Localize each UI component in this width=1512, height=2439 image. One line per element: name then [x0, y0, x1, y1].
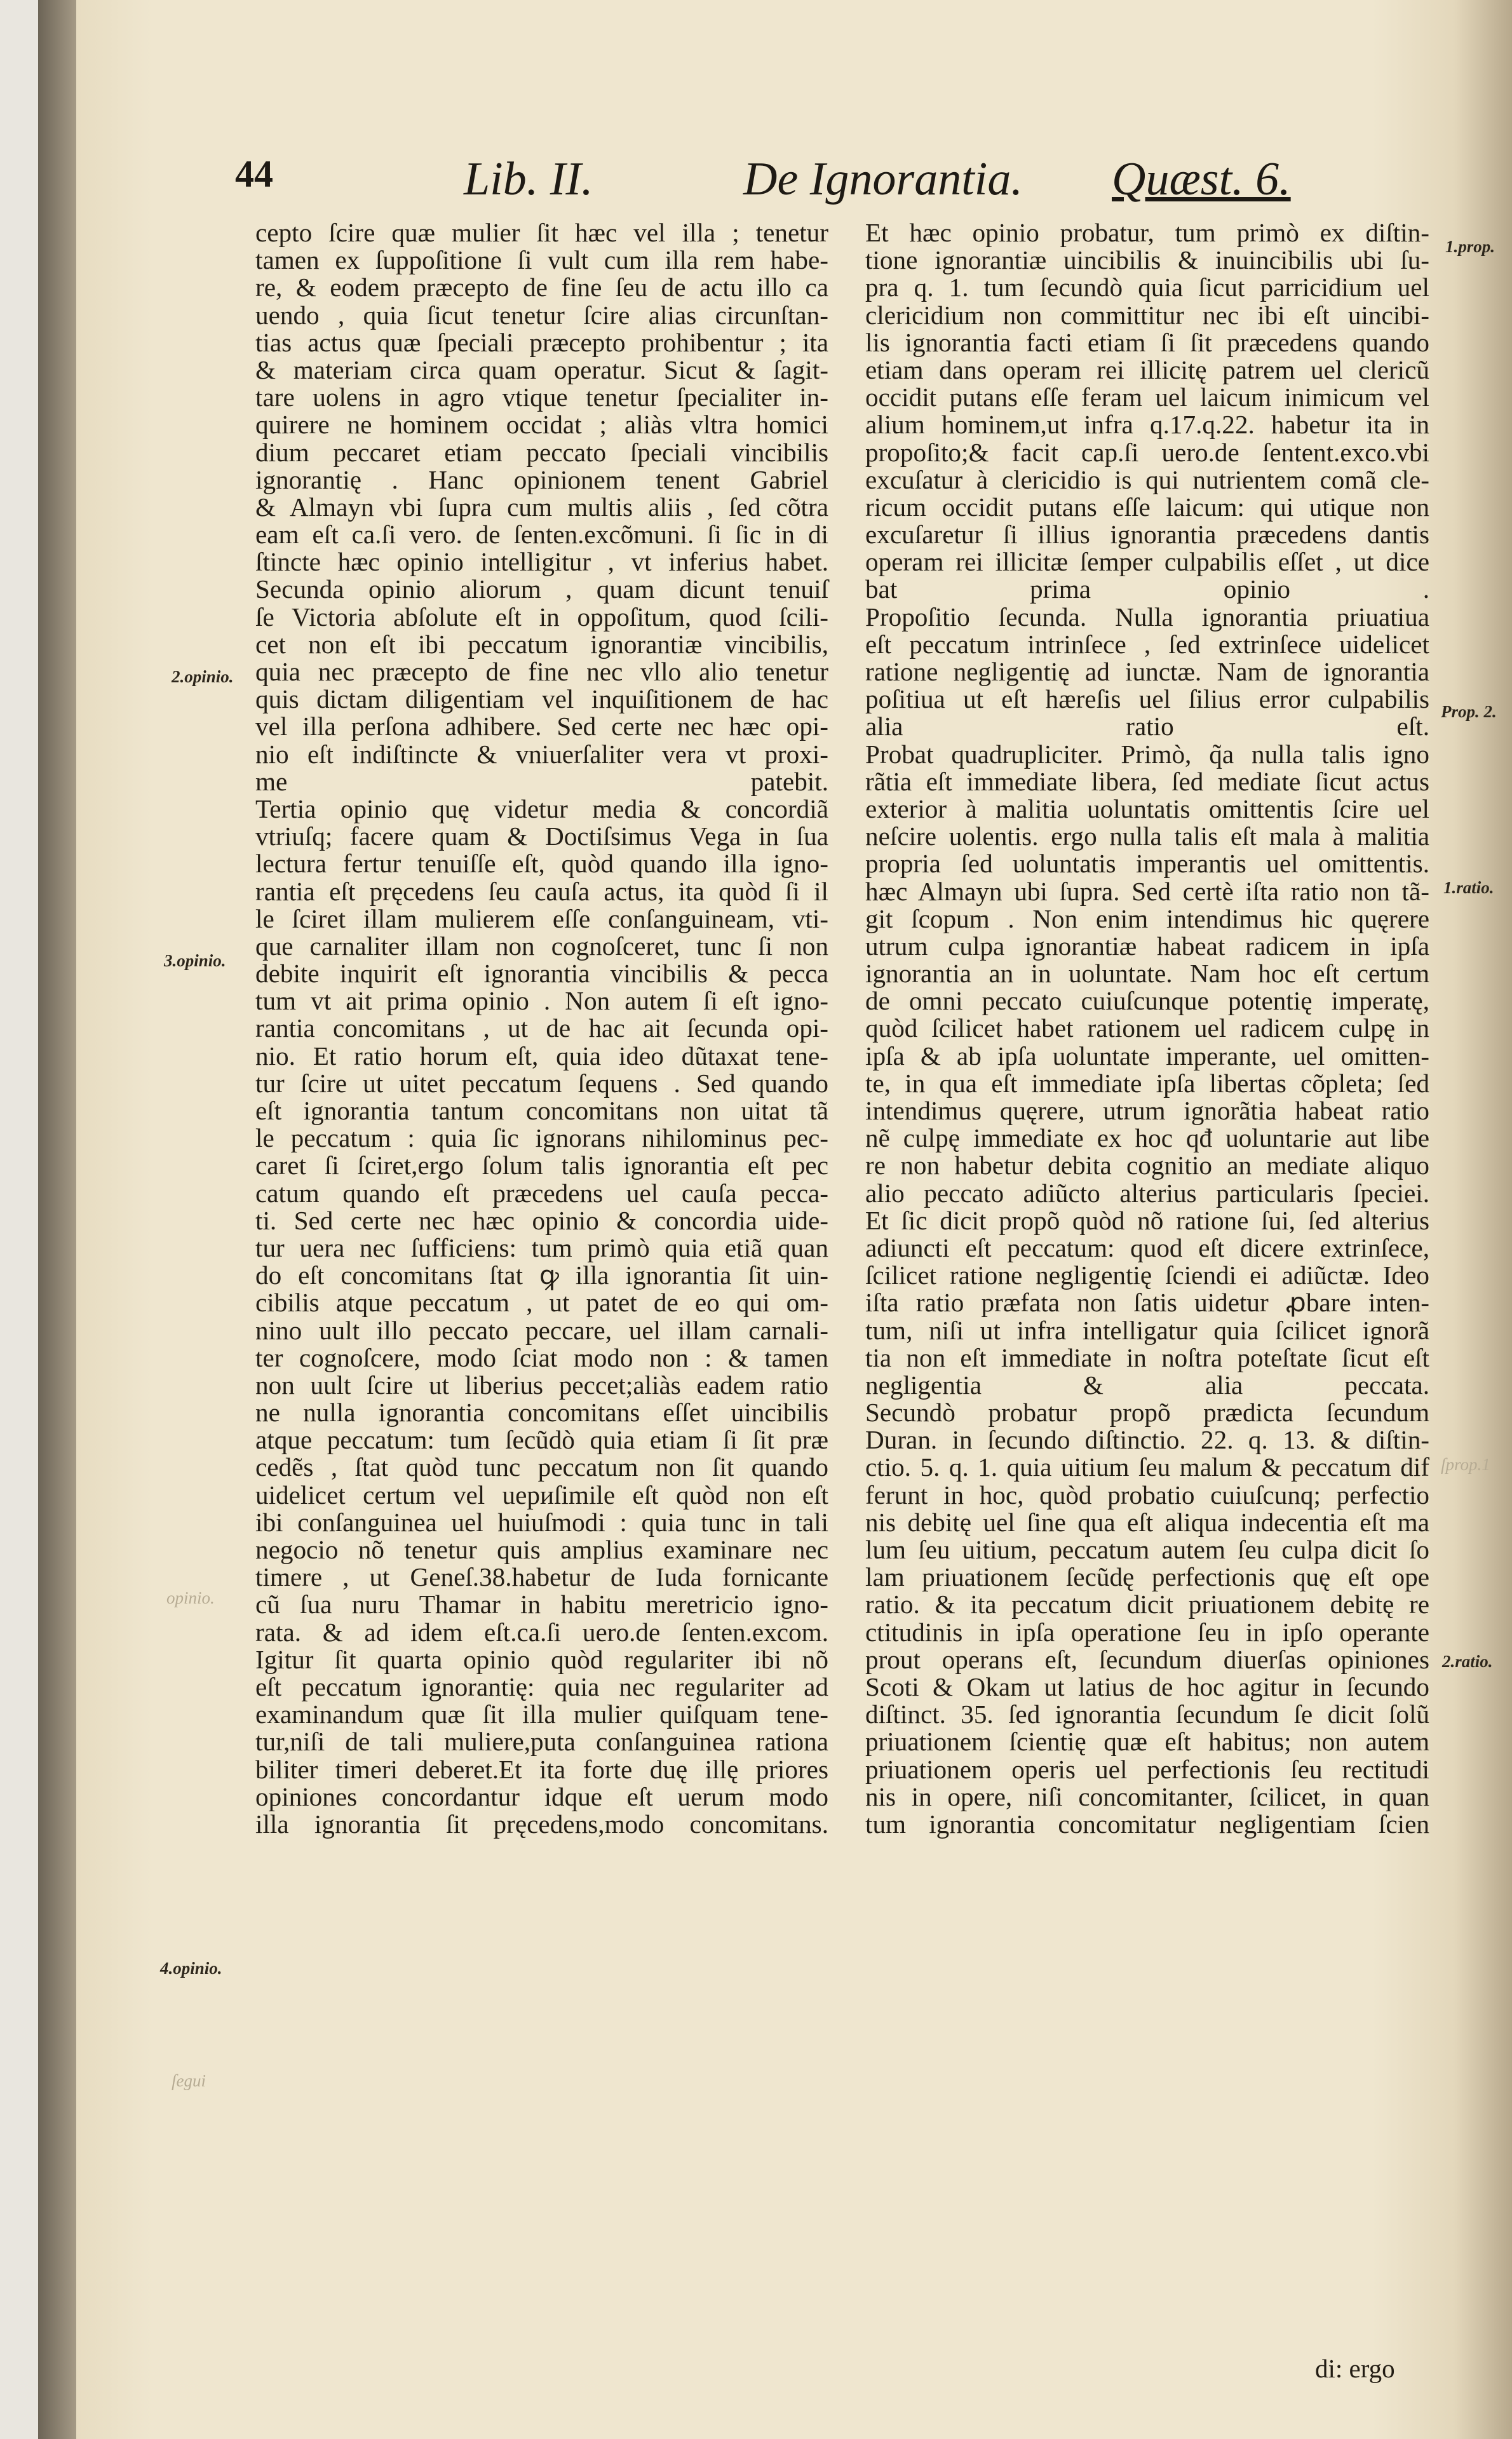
text-line: ter cognoſcere, modo ſciat modo non : & tamen	[255, 1342, 828, 1372]
text-line: re, & eodem præcepto de fine ſeu de actu illo ca	[255, 273, 828, 302]
text-line: que carnaliter illam non cognoſceret, tunc ſi non	[255, 931, 828, 961]
text-line: rata. & ad idem eſt.ca.ſi uero.de ſenten.excom.	[255, 1617, 828, 1647]
text-line: nis in opere, niſi concomitanter, ſcilicet, in quan	[865, 1781, 1429, 1811]
text-line: poſitiua ut eſt hæreſis uel ſilius error culpabilis	[865, 684, 1429, 714]
text-line: lam priuationem ſecũdę perfectionis quę eſt ope	[865, 1562, 1429, 1592]
text-line: do eſt concomitans ſtat ꝙ illa ignorantia ſit uin-	[255, 1260, 828, 1290]
text-line: Propoſitio ſecunda. Nulla ignorantia priuatiua	[865, 602, 1429, 632]
text-line: bat prima opinio .	[865, 574, 1429, 604]
text-line: etiam dans operam rei illicitę patrem uel clericũ	[865, 355, 1429, 384]
text-line: cedẽs , ſtat quòd tunc peccatum non ſit quando	[255, 1452, 828, 1482]
text-line: Tertia opinio quę videtur media & concordiã	[255, 794, 828, 823]
text-line: iſta ratio præfata non ſatis uidetur ꝓbare inten-	[865, 1288, 1429, 1318]
text-line: tamen ex ſuppoſitione ſi vult cum illa rem habe-	[255, 245, 828, 275]
text-line: atque peccatum: tum ſecũdò quia etiam ſi ſit præ	[255, 1425, 828, 1455]
margin-note-4-opinio: 4.opinio.	[160, 1959, 222, 1978]
text-line: nis debitę uel ſine qua eſt aliqua indecentia eſt ma	[865, 1507, 1429, 1537]
text-line: hæc Almayn ubi ſupra. Sed certè iſta ratio non tã-	[865, 876, 1429, 906]
text-line: quis dictam diligentiam vel inquiſitionem de hac	[255, 684, 828, 714]
text-line: quirere ne hominem occidat ; aliàs vltra homici	[255, 410, 828, 440]
page-gutter-edge	[38, 0, 76, 2439]
text-line: git ſcopum . Non enim intendimus hic quęrere	[865, 903, 1429, 933]
text-line: nio. Et ratio horum eſt, quia ideo dũtaxat tene-	[255, 1041, 828, 1071]
text-line: vtriuſq; facere quam & Doctiſsimus Vega in ſua	[255, 821, 828, 851]
text-line: illa ignorantia ſit pręcedens,modo concomitans.	[255, 1809, 828, 1839]
margin-note-2-opinio: 2.opinio.	[172, 667, 234, 686]
text-line: Probat quadrupliciter. Primò, q̃a nulla talis igno	[865, 739, 1429, 769]
text-line: ignorantię . Hanc opinionem tenent Gabriel	[255, 464, 828, 494]
margin-note-prop-2: Prop. 2.	[1441, 702, 1497, 721]
text-line: ipſa & ab ipſa uoluntate imperante, uel omitten-	[865, 1041, 1429, 1071]
catchword: di: ergo	[1315, 2354, 1395, 2383]
text-line: tur ſcire ut uitet peccatum ſequens . Sed quando	[255, 1068, 828, 1098]
text-line: excuſaretur ſi illius ignorantia præcedens dantis	[865, 520, 1429, 550]
text-line: Secunda opinio aliorum , quam dicunt tenuiſ	[255, 574, 828, 604]
section-title: De Ignorantia.	[743, 153, 1023, 205]
bleedthrough-note: opinio.	[166, 1588, 215, 1607]
text-line: cepto ſcire quæ mulier ſit hæc vel illa ; tenetur	[255, 218, 828, 247]
text-line: ne nulla ignorantia concomitans eſſet uincibilis	[255, 1398, 828, 1428]
text-line: uidelicet certum vel uериſimile eſt quòd non eſt	[255, 1480, 828, 1510]
text-line: lis ignorantia facti etiam ſi ſit præcedens quando	[865, 327, 1429, 357]
margin-note-1-prop: 1.prop.	[1445, 237, 1495, 256]
text-line: priuationem ſcientię quæ eſt habitus; non autem	[865, 1727, 1429, 1757]
text-line: Scoti & Okam ut latius de hoc agitur in ſecundo	[865, 1672, 1429, 1701]
margin-note-2-ratio: 2.ratio.	[1442, 1652, 1493, 1671]
running-header	[197, 152, 1321, 203]
text-line: Duran. in ſecundo diſtinctio. 22. q. 13. & diſtin-	[865, 1425, 1429, 1455]
text-line: caret ſi ſciret,ergo ſolum talis ignorantia eſt pec	[255, 1151, 828, 1180]
text-line: eſt ignorantia tantum concomitans non uitat tã	[255, 1096, 828, 1125]
text-line: ſtincte hæc opinio intelligitur , vt inferius habet.	[255, 547, 828, 577]
text-line: quòd ſcilicet habet rationem uel radicem culpę in	[865, 1013, 1429, 1043]
text-line: ſcilicet ratione negligentię ſciendi ei adiũctæ. Ideo	[865, 1260, 1429, 1290]
text-line: examinandum quæ ſit illa mulier quiſquam tene-	[255, 1699, 828, 1729]
text-line: rantia eſt pręcedens ſeu cauſa actus, ita quòd ſi il	[255, 876, 828, 906]
text-line: timere , ut Geneſ.38.habetur de Iuda fornicante	[255, 1562, 828, 1592]
text-line: debite inquirit eſt ignorantia vincibilis & pecca	[255, 959, 828, 989]
text-line: ratione negligentię ad iunctæ. Nam de ignorantia	[865, 657, 1429, 686]
bleedthrough-note: ſprop.1	[1441, 1455, 1490, 1474]
book-label: Lib. II.	[464, 153, 593, 205]
text-line: ferunt in hoc, quòd probatio cuiuſcunq; perfectio	[865, 1480, 1429, 1510]
text-line: uendo , quia ſicut tenetur ſcire alias circunſtan-	[255, 300, 828, 330]
text-line: excuſatur à clericidio is qui nutrientem comã cle-	[865, 464, 1429, 494]
text-line: alio peccato adiũcto alterius particularis ſpeciei.	[865, 1178, 1429, 1208]
text-line: operam rei illicitæ ſemper culpabilis eſſet , ut dice	[865, 547, 1429, 577]
text-line: tum vt ait prima opinio . Non autem ſi eſt igno-	[255, 986, 828, 1016]
text-line: Et ſic dicit propõ quòd nõ ratione ſui, ſed alterius	[865, 1205, 1429, 1235]
text-line: negocio nõ tenetur quis amplius examinare nec	[255, 1535, 828, 1564]
text-line: ricum occidit putans eſſe laicum: qui utique non	[865, 492, 1429, 522]
text-line: alium hominem,ut infra q.17.q.22. habetur ita in	[865, 410, 1429, 440]
text-line: quia nec præcepto de fine nec vllo alio tenetur	[255, 657, 828, 686]
text-line: ignorantia an in uoluntate. Nam hoc eſt certum	[865, 959, 1429, 989]
text-line: Secundò probatur propõ prædicta ſecundum	[865, 1398, 1429, 1428]
text-line: propria ſed uoluntatis imperantis uel omittentis.	[865, 849, 1429, 879]
text-line: ti. Sed certe nec hæc opinio & concordia uide-	[255, 1205, 828, 1235]
text-line: & Almayn vbi ſupra cum multis aliis , ſed cõtra	[255, 492, 828, 522]
bleedthrough-note: ſegui	[172, 2071, 206, 2090]
text-line: catum quando eſt præcedens uel cauſa pecca-	[255, 1178, 828, 1208]
text-line: tias actus quæ ſpeciali præcepto prohibentur ; ita	[255, 327, 828, 357]
text-line: Et hæc opinio probatur, tum primò ex diſtin-	[865, 218, 1429, 247]
text-line: ſe Victoria abſolute eſt in oppoſitum, quod ſcili-	[255, 602, 828, 632]
text-line: non uult ſcire ut liberius peccet;aliàs eadem ratio	[255, 1370, 828, 1400]
text-line: lectura fertur tenuiſſe eſt, quòd quando illa igno-	[255, 849, 828, 879]
text-line: utrum culpa ignorantiæ habeat radicem in ipſa	[865, 931, 1429, 961]
text-line: te, in qua eſt immediate ipſa libertas cõpleta; ſed	[865, 1068, 1429, 1098]
margin-note-3-opinio: 3.opinio.	[164, 951, 226, 970]
right-text-column	[865, 219, 1429, 1838]
text-line: lum ſeu uitium, peccatum autem ſeu culpa dicit ſo	[865, 1535, 1429, 1564]
text-line: tum ignorantia concomitatur negligentiam ſcien	[865, 1809, 1429, 1839]
text-line: me patebit.	[255, 766, 828, 796]
text-line: tur uera nec ſufficiens: tum primò quia etiã quan	[255, 1233, 828, 1262]
text-line: cet non eſt ibi peccatum ignorantiæ vincibilis,	[255, 629, 828, 659]
text-line: nio eſt indiſtincte & vniuerſaliter vera vt proxi-	[255, 739, 828, 769]
text-line: & materiam circa quam operatur. Sicut & ſagit-	[255, 355, 828, 384]
text-line: occidit putans eſſe feram uel laicum inimicum vel	[865, 382, 1429, 412]
text-line: dium peccaret etiam peccato ſpeciali vincibilis	[255, 437, 828, 467]
page-number: 44	[235, 153, 273, 195]
text-line: eſt peccatum ignorantię: quia nec regulariter ad	[255, 1672, 828, 1701]
text-line: tia non eſt immediate in noſtra poteſtate ſicut eſt	[865, 1342, 1429, 1372]
text-line: cũ ſua nuru Thamar in habitu meretricio igno-	[255, 1590, 828, 1619]
margin-note-1-ratio: 1.ratio.	[1443, 878, 1494, 897]
text-line: tum, niſi ut infra intelligatur quia ſcilicet ignorã	[865, 1315, 1429, 1345]
text-line: ctitudinis in ipſa operatione ſeu in ipſo operante	[865, 1617, 1429, 1647]
text-line: ctio. 5. q. 1. quia uitium ſeu malum & peccatum dif	[865, 1452, 1429, 1482]
text-line: priuationem operis uel perfectionis ſeu rectitudi	[865, 1754, 1429, 1784]
text-line: tur,niſi de tali muliere,puta conſanguinea rationa	[255, 1727, 828, 1757]
text-line: clericidium non committitur nec ibi eſt uincibi-	[865, 300, 1429, 330]
text-line: neſcire uolentis. ergo nulla talis eſt mala à malitia	[865, 821, 1429, 851]
text-line: opiniones concordantur idque eſt uerum modo	[255, 1781, 828, 1811]
text-line: rãtia eſt immediate libera, ſed mediate ſicut actus	[865, 766, 1429, 796]
text-line: nẽ culpę immediate ex hoc qđ uoluntarie aut libe	[865, 1123, 1429, 1153]
text-line: diſtinct. 35. ſed ignorantia ſecundum ſe dicit ſolũ	[865, 1699, 1429, 1729]
text-line: eam eſt ca.ſi vero. de ſenten.excõmuni. ſi ſic in di	[255, 520, 828, 550]
text-line: nino uult illo peccato peccare, uel illam carnali-	[255, 1315, 828, 1345]
text-line: eſt peccatum intrinſece , ſed extrinſece uidelicet	[865, 629, 1429, 659]
left-text-column	[255, 219, 828, 1838]
text-line: exterior à malitia uoluntatis omittentis ſcire uel	[865, 794, 1429, 823]
text-line: negligentia & alia peccata.	[865, 1370, 1429, 1400]
text-line: ratio. & ita peccatum dicit priuationem debitę re	[865, 1590, 1429, 1619]
text-line: pra q. 1. tum ſecundò quia ſicut parricidium uel	[865, 273, 1429, 302]
text-line: prout operans eſt, ſecundum diuerſas opiniones	[865, 1644, 1429, 1674]
text-line: le peccatum : quia ſic ignorans nihilominus pec-	[255, 1123, 828, 1153]
text-line: tare uolens in agro vtique tenetur ſpecialiter in-	[255, 382, 828, 412]
text-line: biliter timeri deberet.Et ita forte duę illę priores	[255, 1754, 828, 1784]
text-line: adiuncti eſt peccatum: quod eſt dicere extrinſece,	[865, 1233, 1429, 1262]
text-line: de omni peccato cuiuſcunque potentię imperatę,	[865, 986, 1429, 1016]
question-label: Quæst. 6.	[1112, 153, 1291, 205]
text-line: re non habetur debita cognitio an mediate aliquo	[865, 1151, 1429, 1180]
text-line: rantia concomitans , ut de hac ait ſecunda opi-	[255, 1013, 828, 1043]
text-line: le ſciret illam mulierem eſſe conſanguineam, vti-	[255, 903, 828, 933]
text-line: tione ignorantiæ uincibilis & inuincibilis ubi ſu-	[865, 245, 1429, 275]
text-line: vel illa perſona adhibere. Sed certe nec hæc opi-	[255, 712, 828, 741]
text-line: intendimus quęrere, utrum ignorãtia habeat ratio	[865, 1096, 1429, 1125]
text-line: cibilis atque peccatum , ut patet de eo qui om-	[255, 1288, 828, 1318]
text-line: alia ratio eſt.	[865, 712, 1429, 741]
text-line: Igitur ſit quarta opinio quòd regulariter ibi nõ	[255, 1644, 828, 1674]
text-line: ibi conſanguinea uel huiuſmodi : quia tunc in tali	[255, 1507, 828, 1537]
text-line: propoſito;& facit cap.ſi uero.de ſentent.exco.vbi	[865, 437, 1429, 467]
